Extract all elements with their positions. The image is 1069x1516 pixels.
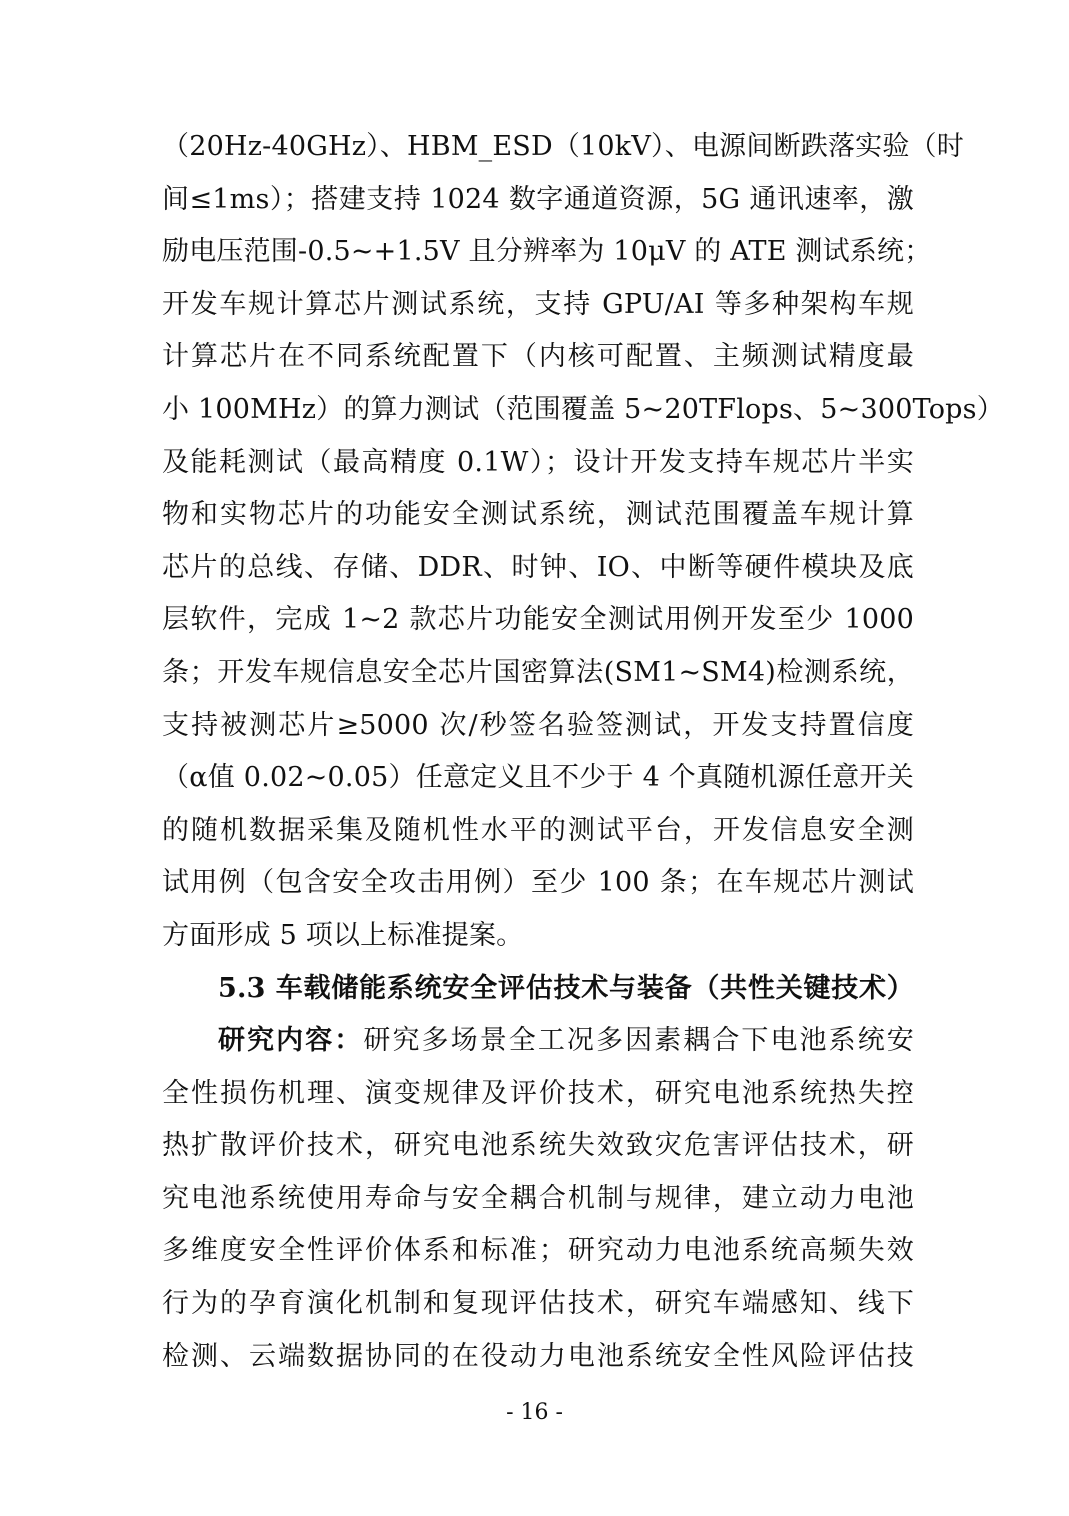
text-line: 方面形成 5 项以上标准提案。 — [162, 919, 524, 951]
body-text — [162, 121, 1004, 1383]
text-line: 芯片的总线、存储、DDR、时钟、IO、中断等硬件模块及底 — [162, 551, 914, 583]
text-line: 的随机数据采集及随机性水平的测试平台，开发信息安全测 — [162, 814, 914, 846]
research-content-first-line — [162, 1015, 914, 1068]
text-line: 支持被测芯片≥5000 次/秒签名验签测试，开发支持置信度 — [162, 709, 914, 741]
text-line: 小 100MHz）的算力测试（范围覆盖 5~20TFlops、5~300Tops） — [162, 393, 1004, 425]
text-line: 条；开发车规信息安全芯片国密算法(SM1~SM4)检测系统， — [162, 656, 914, 688]
text-line: 试用例（包含安全攻击用例）至少 100 条；在车规芯片测试 — [162, 867, 914, 899]
text-line: 间≤1ms）；搭建支持 1024 数字通道资源，5G 通讯速率，激 — [162, 183, 914, 215]
text-line: 多维度安全性评价体系和标准；研究动力电池系统高频失效 — [162, 1235, 914, 1267]
page-number: - 16 - — [506, 1400, 563, 1425]
text-line: 物和实物芯片的功能安全测试系统，测试范围覆盖车规计算 — [162, 499, 914, 531]
research-content-text: 研究多场景全工况多因素耦合下电池系统安 — [363, 1025, 914, 1057]
text-line: 开发车规计算芯片测试系统，支持 GPU/AI 等多种架构车规 — [162, 288, 914, 320]
text-line: 究电池系统使用寿命与安全耦合机制与规律，建立动力电池 — [162, 1182, 914, 1214]
text-line: 励电压范围-0.5~+1.5V 且分辨率为 10μV 的 ATE 测试系统； — [162, 236, 932, 268]
research-content-label: 研究内容： — [218, 1025, 364, 1057]
text-line: 检测、云端数据协同的在役动力电池系统安全性风险评估技 — [162, 1340, 914, 1372]
text-line: （20Hz-40GHz）、HBM_ESD（10kV）、电源间断跌落实验（时 — [162, 131, 964, 162]
text-line: 层软件，完成 1~2 款芯片功能安全测试用例开发至少 1000 — [162, 604, 914, 636]
text-line: 全性损伤机理、演变规律及评价技术，研究电池系统热失控 — [162, 1077, 914, 1109]
text-line: 及能耗测试（最高精度 0.1W）；设计开发支持车规芯片半实 — [162, 446, 914, 478]
text-line: 热扩散评价技术，研究电池系统失效致灾危害评估技术，研 — [162, 1130, 914, 1162]
text-line: （α值 0.02~0.05）任意定义且不少于 4 个真随机源任意开关 — [162, 762, 914, 794]
text-line: 计算芯片在不同系统配置下（内核可配置、主频测试精度最 — [162, 341, 914, 373]
section-heading: 5.3 车载储能系统安全评估技术与装备（共性关键技术） — [218, 972, 914, 1004]
text-line: 行为的孕育演化机制和复现评估技术，研究车端感知、线下 — [162, 1288, 914, 1320]
